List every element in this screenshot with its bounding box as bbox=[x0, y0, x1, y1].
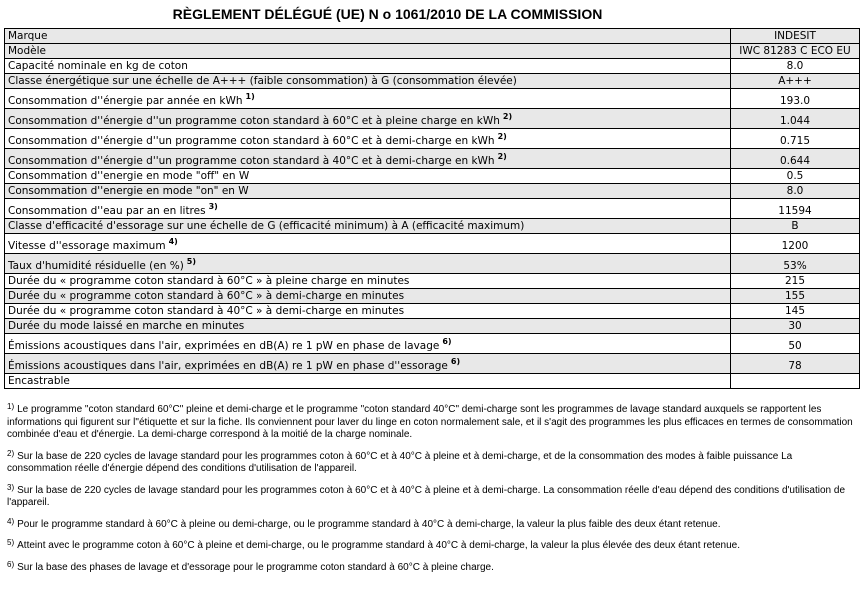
row-label: Taux d'humidité résiduelle (en %) $^{5)}$ bbox=[5, 254, 731, 274]
footnote-text: Sur la base de 220 cycles de lavage standard pour les programmes coton à 60°C et à 40°C à pleine et à demi-charge, et de la consommation des modes à faible puissance La consommation réelle d'énergie dépend des conditions d'utilisation de l'appareil. bbox=[7, 450, 793, 474]
row-value: INDESIT bbox=[731, 29, 860, 44]
row-label: Consommation d''eau par an en litres $^{3)}$ bbox=[5, 199, 731, 219]
footnote-ref: 3) bbox=[208, 202, 218, 211]
spec-table bbox=[4, 28, 860, 389]
row-value: 0.644 bbox=[731, 149, 860, 169]
row-label: Consommation d''énergie par année en kWh $^{1)}$ bbox=[5, 89, 731, 109]
row-label: Capacité nominale en kg de coton bbox=[5, 59, 731, 74]
footnote-ref: 2) bbox=[497, 132, 507, 141]
footnote-ref: 2) bbox=[497, 152, 507, 161]
footnote bbox=[7, 540, 857, 553]
footnote-ref: 5) bbox=[186, 257, 197, 266]
table-row bbox=[5, 274, 860, 289]
row-value: 8.0 bbox=[731, 184, 860, 199]
row-value: 1.044 bbox=[731, 109, 860, 129]
table-row bbox=[5, 44, 860, 59]
table-row bbox=[5, 254, 860, 274]
row-value: 145 bbox=[731, 304, 860, 319]
table-row bbox=[5, 354, 860, 374]
footnote-number: 4) bbox=[7, 516, 15, 526]
row-value: 11594 bbox=[731, 199, 860, 219]
footnote-number: 6) bbox=[7, 559, 15, 569]
row-value: 1200 bbox=[731, 234, 860, 254]
row-value: 155 bbox=[731, 289, 860, 304]
table-row bbox=[5, 59, 860, 74]
row-label: Consommation d''énergie d''un programme coton standard à 60°C et à pleine charge en kWh $^{2)}$ bbox=[5, 109, 731, 129]
footnote-text: Sur la base des phases de lavage et d'essorage pour le programme coton standard à 60°C à pleine charge. bbox=[17, 561, 494, 573]
footnote bbox=[7, 516, 857, 532]
row-label: Durée du « programme coton standard à 60°C » à pleine charge en minutes bbox=[5, 274, 731, 289]
page-title: RÈGLEMENT DÉLÉGUÉ (UE) N o 1061/2010 DE LA COMMISSION bbox=[172, 6, 603, 22]
footnote bbox=[7, 404, 857, 442]
row-label: Modèle bbox=[5, 44, 731, 59]
footnote-ref: 6) bbox=[450, 357, 461, 366]
table-row bbox=[5, 289, 860, 304]
row-value: 30 bbox=[731, 319, 860, 334]
row-value: 0.715 bbox=[731, 129, 860, 149]
row-value: 53% bbox=[731, 254, 860, 274]
row-label: Durée du mode laissé en marche en minutes bbox=[5, 319, 731, 334]
row-value: 50 bbox=[731, 334, 860, 354]
footnote-text: Le programme "coton standard 60°C" pleine et demi-charge et le programme "coton standard 40°C" demi-charge sont les programmes de lavage standard auxquels se rapportent les informations qui figurent sur l"étiquette et sur la fiche. Ils conviennent pour laver du linge en coton normalement sale, et il s'agit des programmes les plus efficaces en termes de consommation combinée d'eau et d'énergie. La demi-charge correspond à la moitié de la charge nominale. bbox=[7, 404, 853, 440]
footnote-ref: 4) bbox=[168, 237, 178, 246]
footnote-text: Sur la base de 220 cycles de lavage standard pour les programmes coton à 60°C et à 40°C à pleine et à demi-charge. La consommation réelle d'eau dépend des conditions d'utilisation de l'appareil. bbox=[7, 484, 846, 508]
row-label: Consommation d''énergie d''un programme coton standard à 60°C et à demi-charge en kWh $^{2)}$ bbox=[5, 129, 731, 149]
row-label: Classe énergétique sur une échelle de A+++ (faible consommation) à G (consommation élevée) bbox=[5, 74, 731, 89]
table-row bbox=[5, 219, 860, 234]
table-row bbox=[5, 184, 860, 199]
table-row bbox=[5, 319, 860, 334]
table-row bbox=[5, 129, 860, 149]
table-row bbox=[5, 374, 860, 389]
row-value: IWC 81283 C ECO EU bbox=[731, 44, 860, 59]
row-value bbox=[731, 374, 860, 389]
row-value: 78 bbox=[731, 354, 860, 374]
row-value: A+++ bbox=[731, 74, 860, 89]
table-row bbox=[5, 89, 860, 109]
row-label: Consommation d''energie en mode "on" en W bbox=[5, 184, 731, 199]
row-label: Durée du « programme coton standard à 60°C » à demi-charge en minutes bbox=[5, 289, 731, 304]
footnote-ref: 1) bbox=[245, 92, 255, 101]
row-label: Émissions acoustiques dans l'air, exprimées en dB(A) re 1 pW en phase d''essorage $^{6)}$ bbox=[5, 354, 731, 374]
row-label: Classe d'efficacité d'essorage sur une échelle de G (efficacité minimum) à A (efficacité maximum) bbox=[5, 219, 731, 234]
footnote bbox=[7, 448, 857, 476]
row-value: 0.5 bbox=[731, 169, 860, 184]
row-label: Marque bbox=[5, 29, 731, 44]
table-row bbox=[5, 149, 860, 169]
row-label: Consommation d''énergie d''un programme coton standard à 40°C et à demi-charge en kWh $^{2)}$ bbox=[5, 149, 731, 169]
row-label: Consommation d''energie en mode "off" en W bbox=[5, 169, 731, 184]
row-value: 215 bbox=[731, 274, 860, 289]
footnote bbox=[7, 559, 857, 575]
row-label: Émissions acoustiques dans l'air, exprimées en dB(A) re 1 pW en phase de lavage $^{6)}$ bbox=[5, 334, 731, 354]
table-row bbox=[5, 109, 860, 129]
table-row bbox=[5, 334, 860, 354]
table-row bbox=[5, 169, 860, 184]
footnote bbox=[7, 482, 857, 510]
row-label: Encastrable bbox=[5, 374, 731, 389]
row-value: B bbox=[731, 219, 860, 234]
table-row bbox=[5, 29, 860, 44]
table-row bbox=[5, 74, 860, 89]
footnotes bbox=[7, 404, 857, 583]
footnote-ref: 6) bbox=[442, 337, 452, 346]
footnote-ref: 2) bbox=[502, 112, 513, 121]
row-value: 8.0 bbox=[731, 59, 860, 74]
row-label: Durée du « programme coton standard à 40°C » à demi-charge en minutes bbox=[5, 304, 731, 319]
table-row bbox=[5, 199, 860, 219]
row-label: Vitesse d''essorage maximum $^{4)}$ bbox=[5, 234, 731, 254]
row-value: 193.0 bbox=[731, 89, 860, 109]
footnote-number: 2) bbox=[7, 448, 15, 458]
table-row bbox=[5, 304, 860, 319]
footnote-number: 1) bbox=[7, 402, 15, 411]
footnote-number: 3) bbox=[7, 482, 15, 492]
footnote-text: Atteint avec le programme coton à 60°C à pleine et demi-charge, ou le programme standard à 40°C à demi-charge, la valeur la plus élevée des deux étant retenue. bbox=[17, 540, 740, 551]
table-row bbox=[5, 234, 860, 254]
footnote-text: Pour le programme standard à 60°C à pleine ou demi-charge, ou le programme standard à 40°C à demi-charge, la valeur la plus faible des deux étant retenue. bbox=[17, 518, 721, 530]
footnote-number: 5) bbox=[7, 538, 15, 547]
